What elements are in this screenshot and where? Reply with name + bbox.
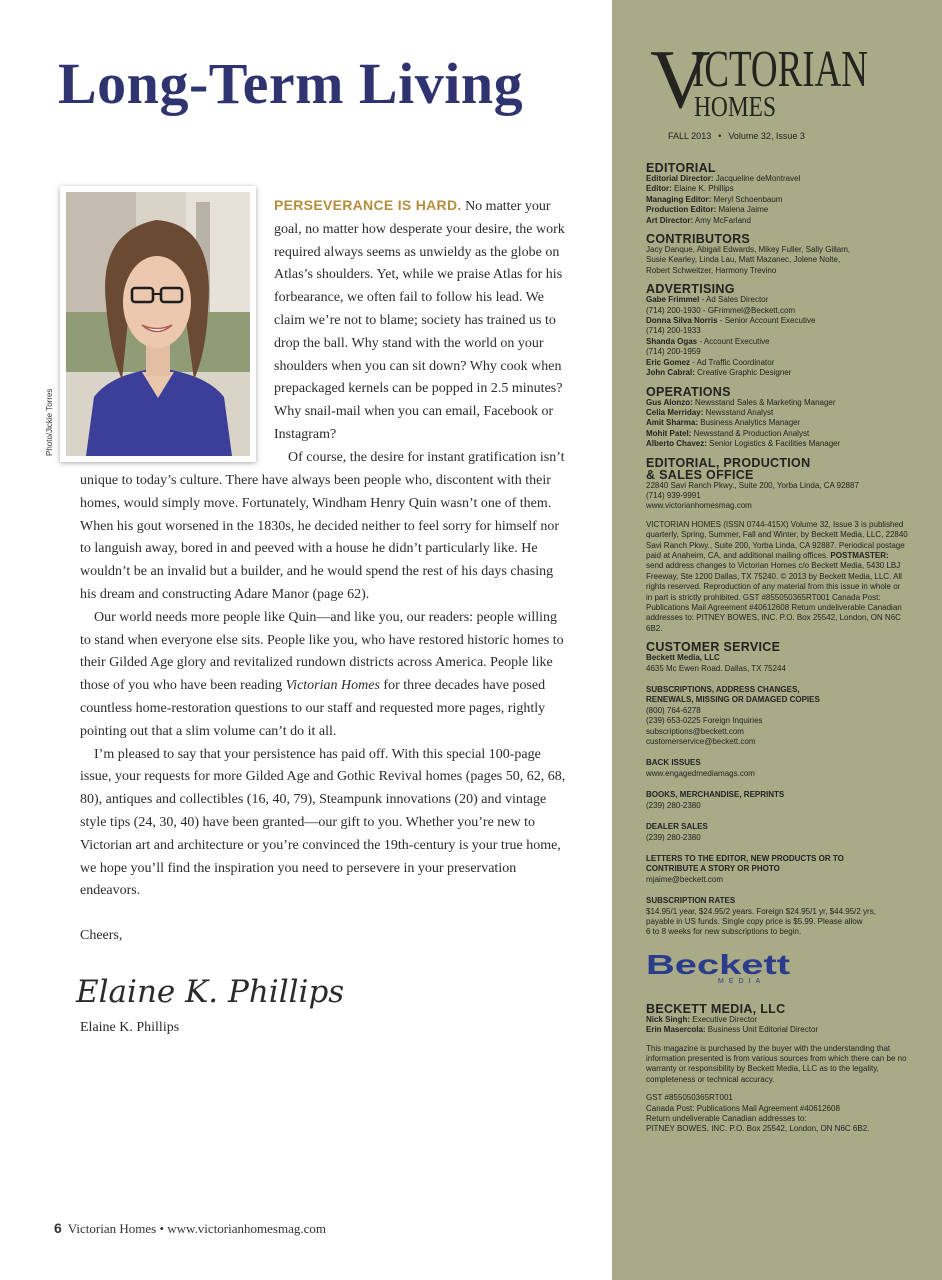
signature-image [72, 968, 345, 1021]
svg-text:Elaine K. Phillips: Elaine K. Phillips [76, 974, 345, 1010]
svg-text:ICTORIAN: ICTORIAN [692, 41, 868, 98]
editorial-section: EDITORIAL Editorial Director: Jacqueline deMontravel Editor: Elaine K. Phillips Managing Editor: Meryl Schoenbaum Production Editor: Malena Jaime Art Director: Amy McFarland [646, 162, 908, 226]
gst-block: GST #855050365RT001 Canada Post: Publications Mail Agreement #40612608 Return undeliverable Canadian addresses to: PITNEY BOWES, INC. P.O. Box 25542, London, ON N6C 6B2. [646, 1093, 870, 1134]
editorial-intro [274, 194, 566, 470]
beckett-media-heading: BECKETT MEDIA, LLC [646, 1001, 786, 1016]
paragraph-4: I’m pleased to say that your persistence has paid off. With this special 100-page issue, your requests for more Gilded Age and Gothic Revival homes (pages 50, 62, 68, 80), antiques and collectibles (16, 40, 79), Steampunk innovations (20) and vintage style tips (24, 30, 40) have been granted—our gift to you. Whether you’re new to Victorian art and architecture or you’re convinced the 19th-century is your true home, we hope you’ll find the inspiration you need to persevere in your preservation endeavors. [80, 746, 566, 899]
paragraph-2-rest: unique to today’s culture. There have always been people who, discontent with their homes, would simply move. Fortunately, Windham Henry Quin wasn’t one of them. When his gout worsened in the 1830s, he decided neither to feel sorry for himself nor to languish away, bored in and peeved with a house he didn’t particularly like. He wouldn’t be an invalid but a builder, and he would spend the rest of his days chasing his dream and constructing Adare Manor (page 62). [80, 473, 559, 602]
operations-heading: OPERATIONS [646, 384, 731, 399]
customer-service-heading: CUSTOMER SERVICE [646, 640, 781, 655]
photo-credit: Photo/Jickie Torres [45, 388, 54, 456]
masthead-column [646, 162, 908, 1142]
customer-service-section: CUSTOMER SERVICE Beckett Media, LLC 4635 Mc Ewen Road. Dallas, TX 75244 SUBSCRIPTIONS, ADDRESS CHANGES, RENEWALS, MISSING OR DAMAGED COPIES (800) 764-6278 (239) 653-0225 Foreign Inquiries subscriptions@beckett.com customerservice@beckett.com BACK ISSUES www.engagedmediamags.com BOOKS, MERCHANDISE, REPRINTS (239) 280-2380 DEALER SALES (239) 280-2380 LETTERS TO THE EDITOR, NEW PRODUCTS OR TO CONTRIBUTE A STORY OR PHOTO mjaime@beckett.com SUBSCRIPTION RATES $14.95/1 year, $24.95/2 years. Foreign $24.95/1 yr, $44.95/2 yrs, payable in US funds. Single copy price is $5.99. Please allow 6 to 8 weeks for new subscriptions to begin. [646, 641, 908, 938]
issue-line: FALL 2013 • Volume 32, Issue 3 [668, 131, 805, 141]
beckett-media-logo [646, 950, 908, 989]
paragraph-3: Our world needs more people like Quin—and like you, our readers: people willing to stand when everyone else sits. People like you, who have restored historic homes to their Gilded Age glory and revitalized rundown districts across America. People like those of you who have been reading Victorian Homes for three decades have posed countless home-restoration questions to our staff and requested more pages, rightly pointing out that a slim volume can’t do it all. [80, 609, 564, 739]
contributors-heading: CONTRIBUTORS [646, 232, 751, 247]
editor-portrait-image [66, 192, 250, 456]
signer-name: Elaine K. Phillips [80, 1020, 180, 1035]
legal-notice: VICTORIAN HOMES (ISSN 0744-415X) Volume 32, Issue 3 is published quarterly, Spring, Summer, Fall and Winter, by Beckett Media, LLC, 22840 Savi Ranch Pkwy., Suite 200, Yorba Linda, CA 92887. Periodical postage paid at Anaheim, CA, and additional mailing offices. POSTMASTER: send address changes to Victorian Homes c/o Beckett Media, 5430 LBJ Freeway, Ste 1200 Dallas, TX 75240. © 2013 by Beckett Media, LLC. All rights reserved. Reproduction of any material from this issue in whole or in part is strictly prohibited. GST #855050365RT001 Canada Post: Publications Mail Agreement #40612608 Return undeliverable Canadian addresses to: PITNEY BOWES, INC. P.O. Box 25542, London, ON N6C 6B2. [646, 519, 908, 633]
office-section: EDITORIAL, PRODUCTION & SALES OFFICE 22840 Savi Ranch Pkwy., Suite 200, Yorba Linda, CA 92887 (714) 939-9991 www.victorianhomesmag.com VICTORIAN HOMES (ISSN 0744-415X) Volume 32, Issue 3 is published quarterly, Spring, Summer, Fall and Winter, by Beckett Media, LLC, 22840 Savi Ranch Pkwy., Suite 200, Yorba Linda, CA 92887. Periodical postage paid at Anaheim, CA, and additional mailing offices. POSTMASTER: send address changes to Victorian Homes c/o Beckett Media, 5430 LBJ Freeway, Ste 1200 Dallas, TX 75240. © 2013 by Beckett Media, LLC. All rights reserved. Reproduction of any material from this issue in whole or in part is strictly prohibited. GST #855050365RT001 Canada Post: Publications Mail Agreement #40612608 Return undeliverable Canadian addresses to: PITNEY BOWES, INC. P.O. Box 25542, London, ON N6C 6B2. [646, 455, 908, 633]
svg-text:Beckett: Beckett [646, 948, 790, 980]
office-heading: EDITORIAL, PRODUCTION & SALES OFFICE [646, 455, 811, 482]
closing: Cheers, [80, 928, 123, 943]
paragraph-2-start: Of course, the desire for instant gratification isn’t [288, 449, 565, 465]
editorial-heading: EDITORIAL [646, 161, 716, 175]
victorian-homes-logo [650, 34, 875, 124]
svg-text:HOMES: HOMES [694, 92, 776, 123]
disclaimer: This magazine is purchased by the buyer with the understanding that information presented is from various sources from which there can be no warranty or responsibility by Beckett Media, LLC as to the legality, completeness or technical accuracy. [646, 1043, 907, 1084]
advertising-heading: ADVERTISING [646, 282, 735, 297]
editor-photo [60, 186, 256, 462]
lead-in: PERSEVERANCE IS HARD. [274, 197, 462, 213]
intro-text: No matter your goal, no matter how desperate your desire, the work required always seems as unwieldy as the globe on Atlas’s shoulders. Yet, while we praise Atlas for his forbearance, we often fail to follow his lead. We claim we’re not to blame; society has trained us to drop the ball. Why stand with the world on your shoulders when you can sit down? Why cook when prepackaged kernels can be popped in 2.5 minutes? Why snail-mail when you can email, Facebook or Instagram? [274, 199, 565, 442]
beckett-media-section: BECKETT MEDIA, LLC Nick Singh: Executive Director Erin Masercola: Business Unit Editorial Director This magazine is purchased by the buyer with the understanding that information presented is from various sources from which there can be no warranty or responsibility by Beckett Media, LLC as to the legality, completeness or technical accuracy. GST #855050365RT001 Canada Post: Publications Mail Agreement #40612608 Return undeliverable Canadian addresses to: PITNEY BOWES, INC. P.O. Box 25542, London, ON N6C 6B2. [646, 1001, 907, 1134]
operations-section: OPERATIONS Gus Alonzo: Newsstand Sales & Marketing Manager Celia Merriday: Newsstand Analyst Amit Sharma: Business Analytics Manager Mohit Patel: Newsstand & Production Analyst Alberto Chavez: Senior Logistics & Facilities Manager [646, 386, 908, 450]
contributors-section: CONTRIBUTORS Jacy Danque, Abigail Edwards, Mikey Fuller, Sally Gillam, Susie Kearley, Linda Lau, Matt Mazanec, Jolene Nolte, Robert Schweitzer, Harmony Trevino [646, 233, 908, 276]
svg-text:MEDIA: MEDIA [718, 977, 766, 985]
svg-text:V: V [650, 33, 711, 126]
page-footer [54, 1220, 326, 1237]
page-number: 6 [54, 1220, 62, 1236]
editorial-body [80, 470, 566, 903]
advertising-section: ADVERTISING Gabe Frimmel - Ad Sales Director (714) 200-1930 - GFrimmel@Beckett.com Donna Silva Norris - Senior Account Executive (714) 200-1933 Shanda Ogas - Account Executive (714) 200-1959 Eric Gomez - Ad Traffic Coordinator John Cabral: Creative Graphic Designer [646, 283, 908, 378]
page-title: Long-Term Living [58, 51, 524, 116]
footer-text: Victorian Homes • www.victorianhomesmag.com [67, 1221, 326, 1236]
